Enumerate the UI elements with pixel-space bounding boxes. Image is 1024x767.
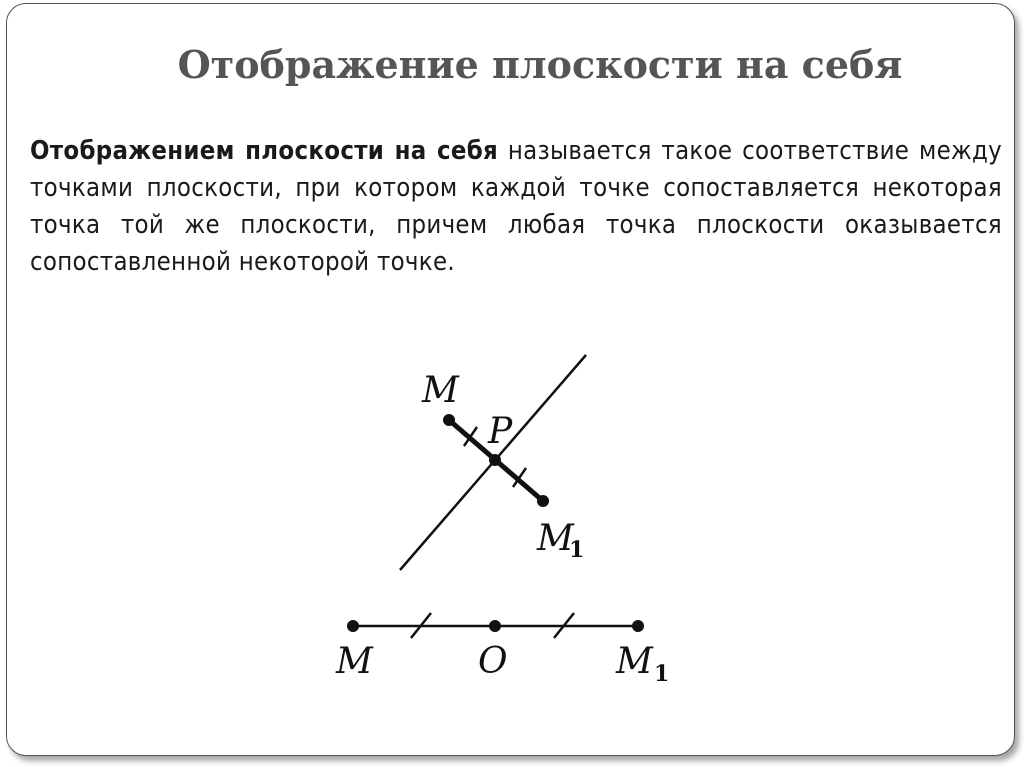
label-o: O [478,641,508,682]
label-m1-bottom-subscript: 1 [654,661,670,687]
label-m-bottom: M [336,641,373,682]
point-o [489,620,501,632]
definition-term: Отображением плоскости на себя [30,136,499,166]
label-m: M [422,370,459,411]
point-m [443,414,455,426]
label-m1-bottom: M [616,641,653,682]
label-m1: M [537,518,574,559]
central-symmetry-figure [335,613,669,687]
point-p [489,454,501,466]
definition-body: называется такое соответствие между точками плоскости, при котором каждой точке сопоставляется некоторая точка той же плоскости, причем любая точка плоскости оказывается сопоставленной некоторой точке. [30,136,1002,277]
label-m1-subscript: 1 [569,537,585,563]
point-m1-bottom [632,620,644,632]
axial-symmetry-figure [400,355,586,570]
slide-title: Отображение плоскости на себя [177,42,903,87]
point-m1 [537,495,549,507]
point-m-bottom [347,620,359,632]
label-p: P [488,411,513,452]
